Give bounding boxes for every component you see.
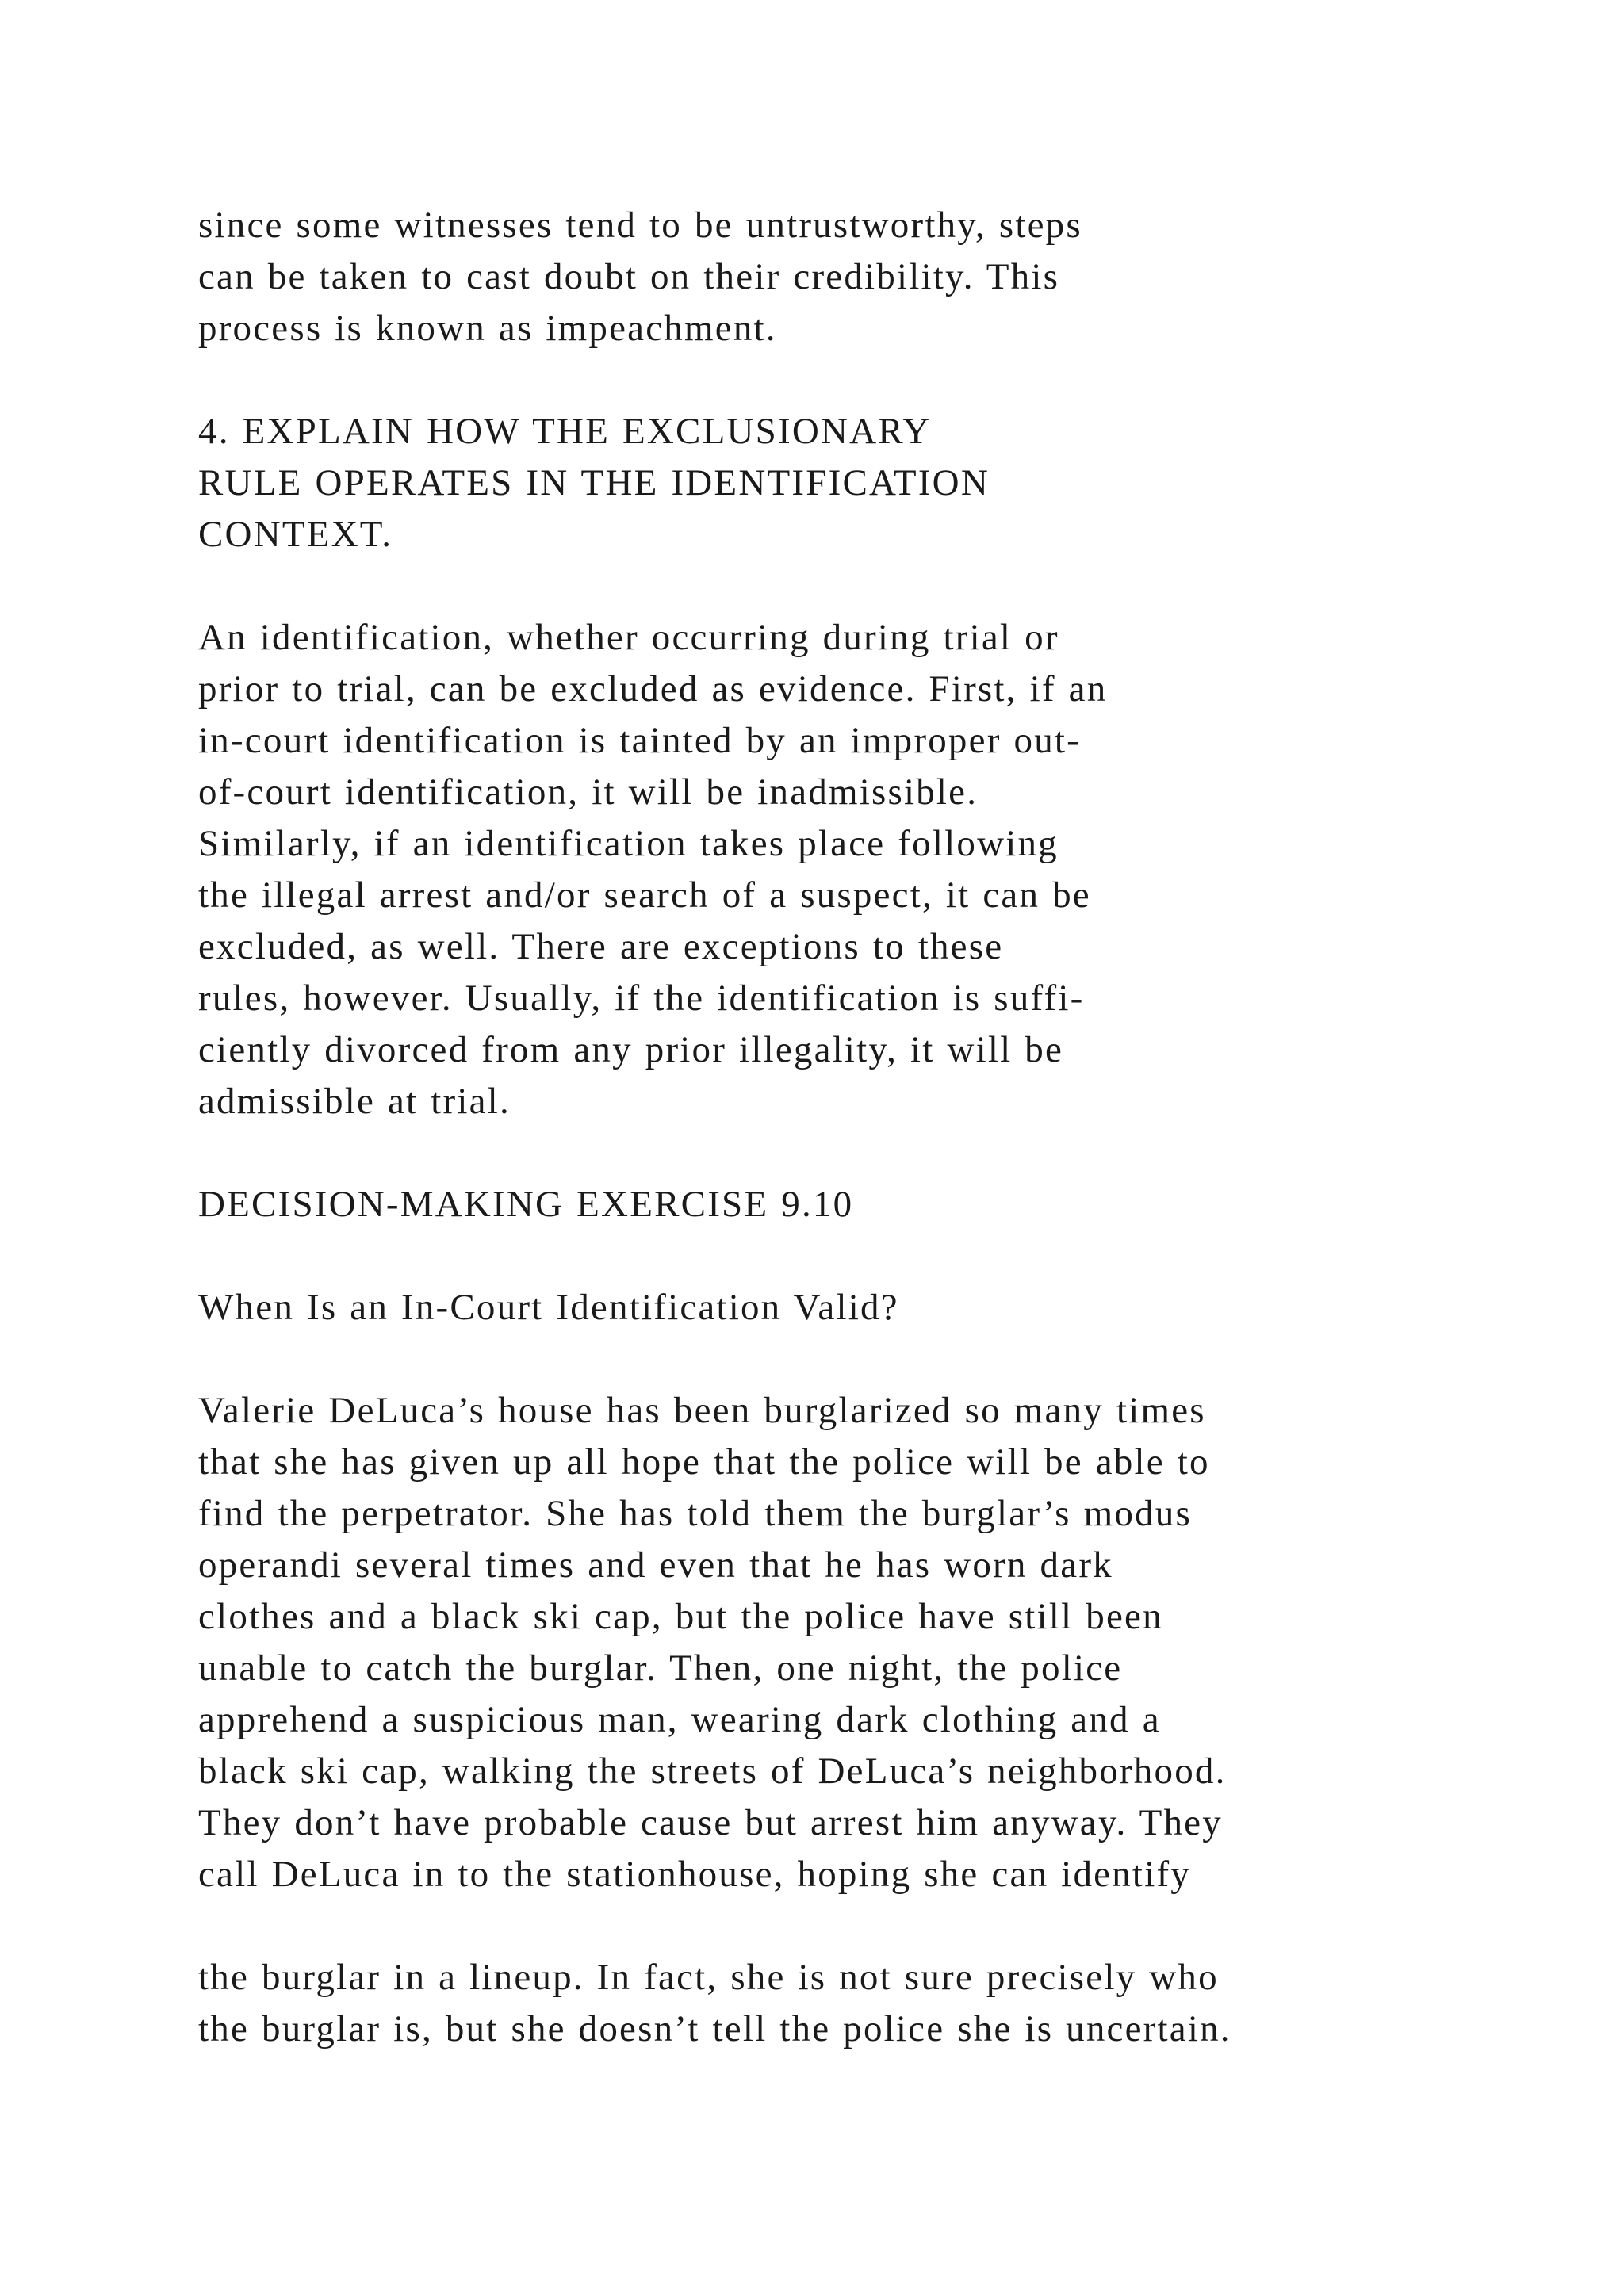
text-line: the burglar in a lineup. In fact, she is not sure precisely who [198, 1957, 1219, 1998]
text-line: apprehend a suspicious man, wearing dark clothing and a [198, 1699, 1161, 1740]
text-line: black ski cap, walking the streets of DeLuca’s neighborhood. [198, 1751, 1227, 1792]
text-line: admissible at trial. [198, 1081, 511, 1122]
text-line: the illegal arrest and/or search of a suspect, it can be [198, 874, 1091, 916]
text-line: Similarly, if an identification takes place following [198, 823, 1059, 864]
heading-line: CONTEXT. [198, 514, 393, 555]
text-line: excluded, as well. There are exceptions to these [198, 926, 1004, 967]
section-heading [198, 406, 990, 561]
text-line: process is known as impeachment. [198, 308, 777, 349]
text-line: call DeLuca in to the stationhouse, hoping she can identify [198, 1854, 1192, 1895]
text-line: operandi several times and even that he has worn dark [198, 1544, 1113, 1586]
text-line: ciently divorced from any prior illegality, it will be [198, 1029, 1064, 1070]
text-line: find the perpetrator. She has told them the burglar’s modus [198, 1493, 1192, 1534]
text-line: in-court identification is tainted by an improper out- [198, 720, 1082, 761]
exercise-heading: DECISION-MAKING EXERCISE 9.10 [198, 1184, 854, 1225]
text-line: clothes and a black ski cap, but the police have still been [198, 1596, 1163, 1637]
text-line: Valerie DeLuca’s house has been burglarized so many times [198, 1390, 1206, 1431]
text-line: They don’t have probable cause but arrest him anyway. They [198, 1802, 1223, 1843]
heading-line: 4. EXPLAIN HOW THE EXCLUSIONARY [198, 411, 932, 452]
text-line: rules, however. Usually, if the identification is suffi- [198, 978, 1085, 1019]
heading-line: RULE OPERATES IN THE IDENTIFICATION [198, 462, 990, 503]
text-line: that she has given up all hope that the police will be able to [198, 1441, 1210, 1483]
paragraph-scenario [198, 1385, 1227, 1900]
text-line: the burglar is, but she doesn’t tell the police she is uncertain. [198, 2008, 1231, 2049]
text-line: prior to trial, can be excluded as evidence. First, if an [198, 668, 1108, 710]
exercise-title: When Is an In-Court Identification Valid? [198, 1287, 899, 1328]
text-line: can be taken to cast doubt on their credibility. This [198, 256, 1060, 297]
text-line: since some witnesses tend to be untrustworthy, steps [198, 205, 1082, 246]
paragraph-impeachment [198, 200, 1082, 354]
text-line: An identification, whether occurring during trial or [198, 617, 1059, 658]
text-line: of-court identification, it will be inadmissible. [198, 771, 979, 813]
text-line: unable to catch the burglar. Then, one night, the police [198, 1647, 1123, 1689]
paragraph-exclusionary-rule [198, 612, 1107, 1127]
paragraph-lineup [198, 1952, 1231, 2055]
